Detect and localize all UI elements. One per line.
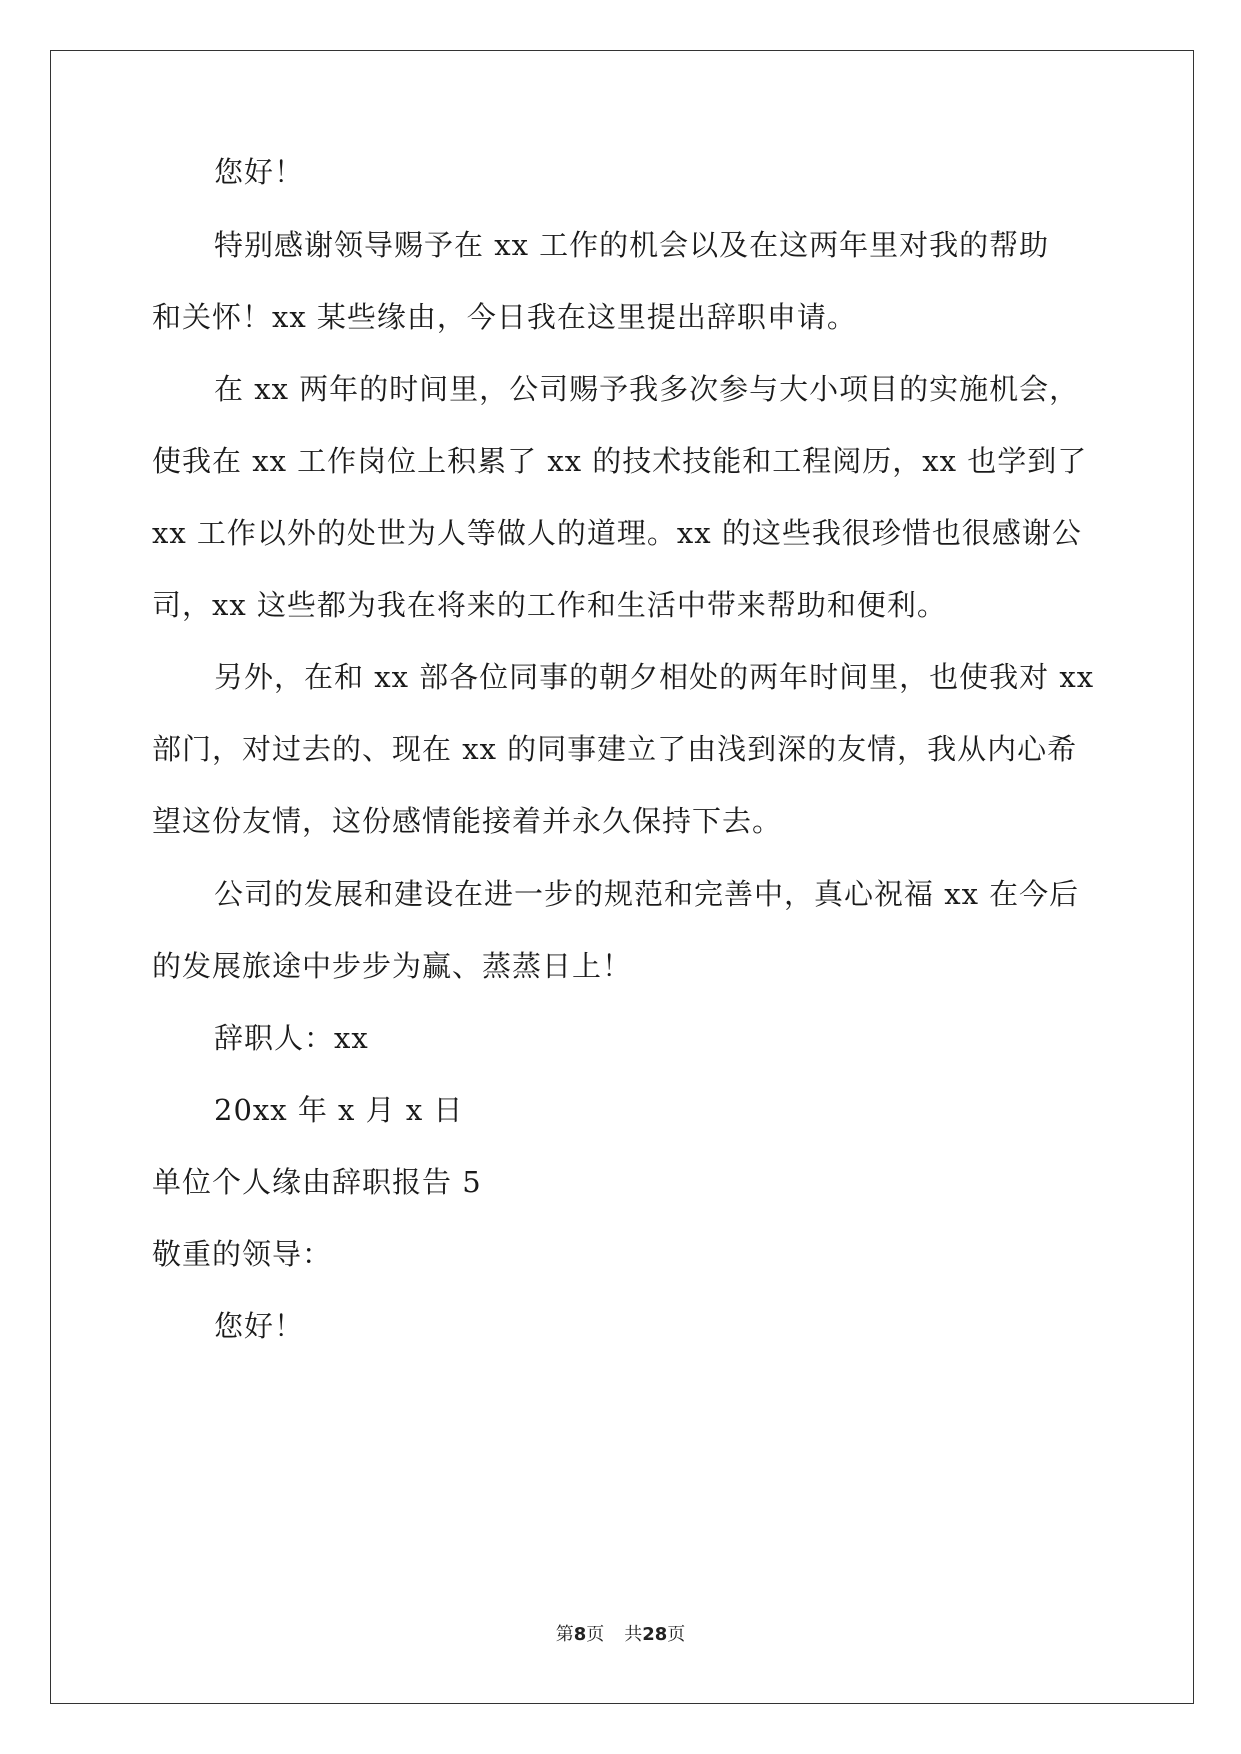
paragraph-line: 的发展旅途中步步为赢、蒸蒸日上！ (152, 949, 633, 983)
footer-total-unit: 页 (667, 1624, 686, 1645)
paragraph-line: 和关怀！xx 某些缘由，今日我在这里提出辞职申请。 (152, 300, 857, 334)
paragraph-line: 在 xx 两年的时间里，公司赐予我多次参与大小项目的实施机会， (214, 372, 1080, 406)
footer-prefix: 第 (555, 1624, 574, 1645)
paragraph-line: 部门，对过去的、现在 xx 的同事建立了由浅到深的友情，我从内心希 (152, 732, 1078, 766)
signature-line: 辞职人：xx (214, 1021, 369, 1055)
paragraph-line: 另外，在和 xx 部各位同事的朝夕相处的两年时间里，也使我对 xx (214, 660, 1095, 694)
total-page-count: 28 (642, 1624, 668, 1645)
paragraph-line: 使我在 xx 工作岗位上积累了 xx 的技术技能和工程阅历，xx 也学到了 (152, 444, 1088, 478)
greeting: 您好！ (214, 1309, 305, 1343)
paragraph-line: 望这份友情，这份感情能接着并永久保持下去。 (152, 804, 783, 838)
paragraph-line: 特别感谢领导赐予在 xx 工作的机会以及在这两年里对我的帮助 (214, 228, 1050, 262)
paragraph-line: 司，xx 这些都为我在将来的工作和生活中带来帮助和便利。 (152, 588, 947, 622)
footer-total-prefix: 共 (624, 1624, 643, 1645)
footer-page-unit: 页 (586, 1624, 605, 1645)
page-footer (0, 1620, 1241, 1646)
paragraph-line: xx 工作以外的处世为人等做人的道理。xx 的这些我很珍惜也很感谢公 (152, 516, 1082, 550)
current-page-number: 8 (573, 1624, 587, 1645)
paragraph-line: 公司的发展和建设在进一步的规范和完善中，真心祝福 xx 在今后 (214, 877, 1080, 911)
date-line: 20xx 年 x 月 x 日 (214, 1093, 464, 1127)
salutation: 敬重的领导： (152, 1237, 333, 1271)
section-heading: 单位个人缘由辞职报告 5 (152, 1165, 482, 1199)
greeting: 您好！ (214, 155, 305, 189)
